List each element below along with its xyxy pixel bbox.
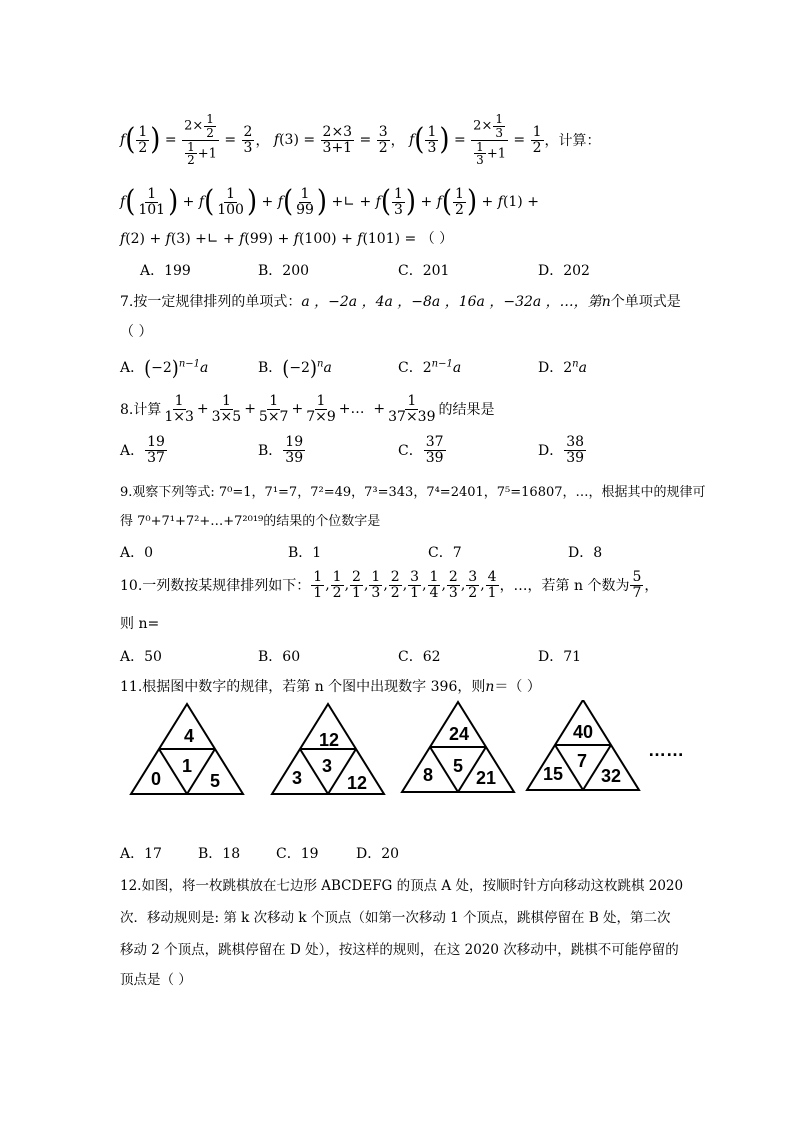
q10-option-d: D．71 [538,649,582,665]
q11-n: n [485,679,495,695]
q7-option-a: A．$(-2)^{n-1}a$ [120,355,209,381]
q6-formula-line1: f ( $\frac{1}{2}$ ) = 2× $\frac{1}{2}$ $\frac{1}{2}$ +1 = $\frac{2}{3}$ ， f (3) = $\frac{2\times 3}{3+1}$ = $\frac{3}{2}$ ， f ( $\frac{1}{3}$ ) = 2× $\frac{1}{3}$ $\frac{1}{3}$ +1 = $\frac{1}{2}$ ，计算： [120,112,601,168]
q11-stem: 11.根据图中数字的规律，若第 n 个图中出现数字 396，则 [120,679,486,695]
q9-line2: 得 7⁰+7¹+7²+…+7²⁰¹⁹的结果的个位数字是 [120,514,381,529]
q12-line1: 12.如图，将一枚跳棋放在七边形 ABCDEFG 的顶点 A 处，按顺时针方向移动这枚跳棋 2020 [120,878,684,894]
q10-stem-line: 10.一列数按某规律排列如下： $\frac{1}{1}$ , $\frac{1}{2}$ , $\frac{2}{1}$ , $\frac{1}{3}$ , $\frac{2}{2}$ , $\frac{3}{1}$ , $\frac{1}{4}$ , $\frac{2}{3}$ , $\frac{3}{2}$ , $\frac{4}{1}$ ，…，若第 n 个数为 $\frac{5}{7}$ ， [120,568,659,601]
q10-option-c: C．62 [398,649,441,665]
q6-formula-line3: f(2) + f(3) +∟ + f(99) + f(100) + f(101) = （ ） [120,231,454,247]
q10-line2: 则 n= [120,616,160,632]
q8-stem: 8.计算 [120,402,162,418]
q7-terms: a ，−2a ，4a ，−8a ，16a ，−32a ，…，第 [301,294,602,310]
q10-mid: ，…，若第 n 个数为 [499,578,630,594]
q10-option-a: A．50 [120,649,162,665]
q6-option-a: A．199 [140,263,191,279]
q9-line1: 9.观察下列等式: 7⁰=1，7¹=7，7²=49，7³=343，7⁴=2401，7⁵=16807，…，根据其中的规律可 [120,485,706,500]
q8-option-b: B． $\frac{19}{39}$ [258,433,304,466]
q11-fig2-right: 12 [346,773,368,793]
q9-option-c: C．7 [428,545,462,561]
q12-line3: 移动 2 个顶点，跳棋停留在 D 处），按这样的规则，在这 2020 次移动中，跳棋不可能停留的 [120,942,679,958]
q11-fig2-mid: 3 [321,756,333,776]
q11-fig1-right: 5 [209,771,221,791]
q8-option-d: D． $\frac{38}{39}$ [538,433,585,466]
q7-option-c: C．$2^{n-1}a$ [398,358,462,376]
q10-stem: 10.一列数按某规律排列如下： [120,578,311,594]
q11-fig3-top: 24 [448,724,470,744]
q11-ellipsis: …… [648,740,684,760]
q11-fig3-mid: 5 [452,756,464,776]
q6-intro-tail: ，计算： [544,133,601,149]
q7-stem: 7.按一定规律排列的单项式： [120,294,302,310]
q8-option-c: C． $\frac{37}{39}$ [398,433,444,466]
q12-line2: 次．移动规则是: 第 k 次移动 k 个顶点（如第一次移动 1 个顶点，跳棋停留在 B 处，第二次 [120,910,671,926]
q11-option-a: A．17 [120,846,162,862]
q11-fig4-mid: 7 [576,751,588,771]
q8-tail: 的结果是 [438,402,495,418]
q11-option-c: C．19 [276,846,319,862]
q7-option-d: D．2$^n$a [538,358,587,376]
q9-option-d: D．8 [568,545,603,561]
q7-stem-line [120,291,681,311]
q11-figures [0,700,794,810]
q8-stem-line: 8.计算 $\frac{1}{1\times 3}$ + $\frac{1}{3\times 5}$ + $\frac{1}{5\times 7}$ + $\frac{1}{7\times 9}$ +… + $\frac{1}{37\times 39}$ 的结果是 [120,392,495,425]
q9-option-b: B．1 [288,545,322,561]
q11-fig3-left: 8 [422,765,434,785]
q11-option-d: D．20 [356,846,400,862]
q11-fig1-left: 0 [150,769,162,789]
q8-option-a: A． $\frac{19}{37}$ [120,433,165,466]
q6-blank: （ ） [420,231,454,247]
q6-formula-line2: f ( $\frac{1}{101}$ ) + f ( $\frac{1}{100}$ ) + f ( $\frac{1}{99}$ ) +∟ + f ( $\frac{1}{3}$ ) + f ( $\frac{1}{2}$ ) + f (1) + [120,184,539,220]
q11-fig2-top: 12 [318,730,340,750]
q11-stem-line [120,676,541,696]
q9-option-a: A．0 [120,545,154,561]
q11-tail: ＝（ ） [494,679,541,695]
q6-option-b: B．200 [258,263,310,279]
q11-option-b: B．18 [198,846,241,862]
q11-fig1-top: 4 [183,726,195,746]
q6-option-c: C．201 [398,263,450,279]
q11-fig4-right: 32 [600,766,622,786]
q11-figure-1 [131,704,243,794]
q6-option-d: D．202 [538,263,590,279]
q7-n: n [601,294,611,310]
q7-option-b: B．$(-2)^na$ [258,355,332,381]
q12-line4: 顶点是（ ） [120,972,192,988]
q11-fig4-top: 40 [572,722,594,742]
q11-figure-3 [402,702,514,792]
q7-blank: （ ） [120,324,153,340]
q11-fig4-left: 15 [542,764,564,784]
q10-option-b: B．60 [258,649,301,665]
q11-fig3-right: 21 [475,768,497,788]
q11-fig1-mid: 1 [181,756,193,776]
q11-fig2-left: 3 [291,768,303,788]
q7-tail: 个单项式是 [610,294,681,310]
